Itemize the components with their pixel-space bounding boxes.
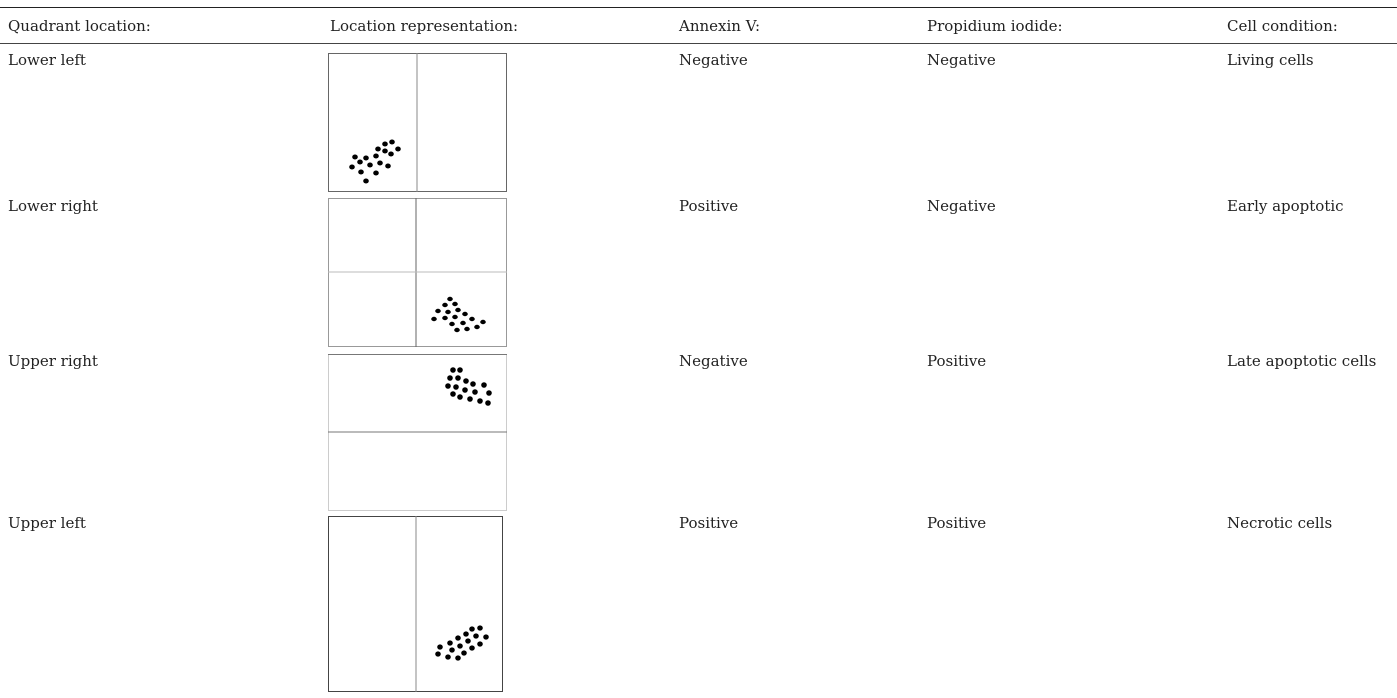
- quadrant-location: Lower left: [8, 51, 86, 69]
- propidium-iodide-value: Positive: [927, 352, 987, 370]
- propidium-iodide-value: Negative: [927, 51, 996, 69]
- cell-condition-value: Early apoptotic: [1227, 197, 1344, 215]
- annexin-v-value: Negative: [679, 51, 748, 69]
- annexin-v-value: Negative: [679, 352, 748, 370]
- propidium-iodide-value: Positive: [927, 514, 987, 532]
- table-top-rule: [0, 7, 1397, 8]
- header-quadrant-location: Quadrant location:: [8, 17, 151, 35]
- quadrant-diagram-upper-right: [328, 354, 508, 512]
- cell-condition-value: Living cells: [1227, 51, 1314, 69]
- header-cell-condition: Cell condition:: [1227, 17, 1338, 35]
- annexin-v-value: Positive: [679, 514, 739, 532]
- cell-cluster: [435, 625, 489, 660]
- quadrant-diagram-upper-left: [328, 516, 504, 692]
- quadrant-location: Upper left: [8, 514, 86, 532]
- cell-cluster: [431, 297, 486, 332]
- cell-condition-value: Late apoptotic cells: [1227, 352, 1377, 370]
- header-location-representation: Location representation:: [330, 17, 519, 35]
- propidium-iodide-value: Negative: [927, 197, 996, 215]
- quadrant-location: Upper right: [8, 352, 98, 370]
- quadrant-diagram-lower-right: [328, 198, 508, 348]
- quadrant-diagram-lower-left: [328, 53, 508, 193]
- header-propidium-iodide: Propidium iodide:: [927, 17, 1063, 35]
- cell-cluster: [349, 140, 401, 184]
- annexin-v-value: Positive: [679, 197, 739, 215]
- header-annexin-v: Annexin V:: [679, 17, 761, 35]
- quadrant-location: Lower right: [8, 197, 98, 215]
- cell-condition-value: Necrotic cells: [1227, 514, 1333, 532]
- cell-cluster: [445, 367, 492, 406]
- table-header-rule: [0, 43, 1397, 44]
